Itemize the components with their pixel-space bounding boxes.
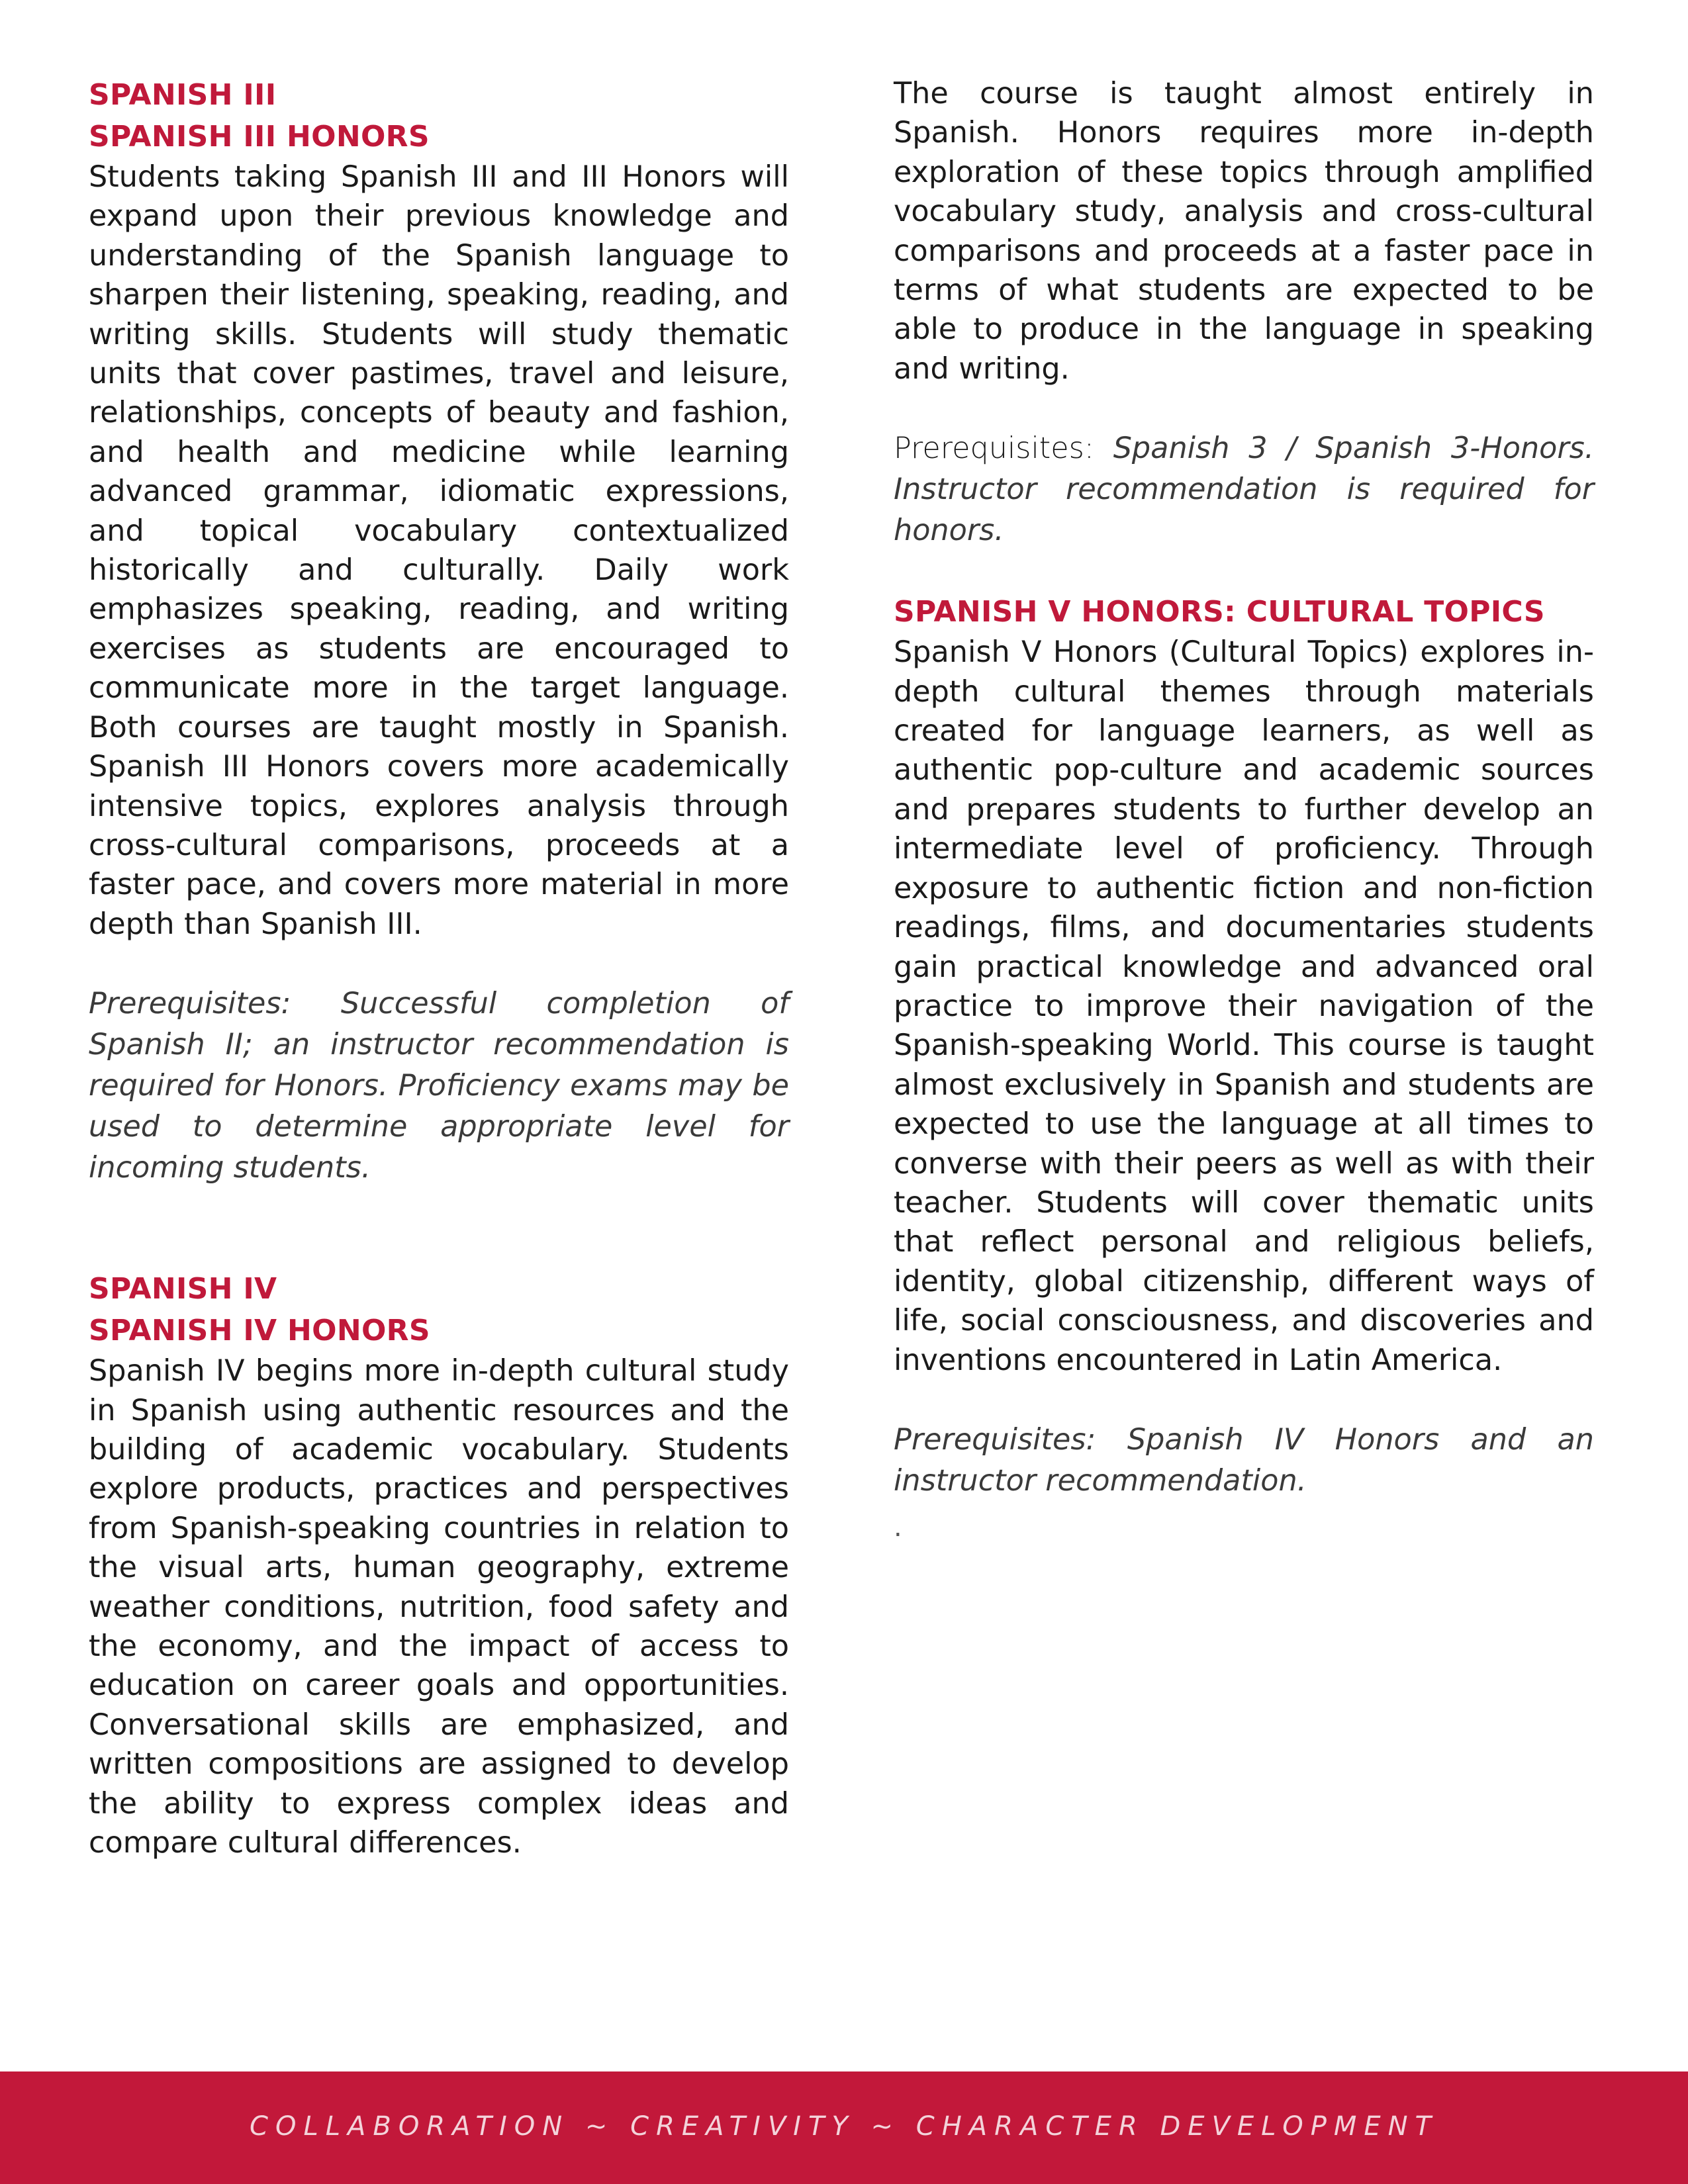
spanish-4-prerequisites-label: Prerequisites:: [894, 432, 1094, 466]
spanish-3-heading: SPANISH III: [89, 78, 277, 112]
spanish-3-section: [89, 74, 789, 1189]
spanish-3-prerequisites: Prerequisites: Successful completion of Spanish II; an instructor recommendation is required for Honors. Proficiency exams may be used to determine appropriate level for incoming students.: [89, 987, 789, 1185]
footer-motto: COLLABORATION ~ CREATIVITY ~ CHARACTER DEVELOPMENT: [250, 2111, 1438, 2142]
right-column: [894, 74, 1594, 1544]
spanish-4-prerequisites: [894, 428, 1594, 551]
spanish-4-heading: SPANISH IV: [89, 1272, 277, 1306]
spanish-5-heading: SPANISH V HONORS: CULTURAL TOPICS: [894, 595, 1545, 629]
spanish-4-section: [89, 1268, 789, 1862]
spanish-4-continued-section: [894, 74, 1594, 551]
spanish-5-section: [894, 591, 1594, 1544]
spanish-4-description: Spanish IV begins more in-depth cultural study in Spanish using authentic resources and the building of academic vocabulary. Students explore products, practices and perspectives from Spanish-speaking countries in relation to the visual arts, human geography, extreme weather conditions, nutrition, food safety and the economy, and the impact of access to education on career goals and opportunities. Conversational skills are emphasized, and written compositions are assigned to develop the ability to express complex ideas and compare cultural differences.: [89, 1354, 789, 1860]
trailing-mark: .: [894, 1512, 902, 1543]
spanish-5-description: Spanish V Honors (Cultural Topics) explores in-depth cultural themes through materials created for language learners, as well as authentic pop-culture and academic sources and prepares students to further develop an intermediate level of proficiency. Through exposure to authentic fiction and non-fiction readings, films, and documentaries students gain practical knowledge and advanced oral practice to improve their navigation of the Spanish-speaking World. This course is taught almost exclusively in Spanish and students are expected to use the language at all times to converse with their peers as well as with their teacher. Students will cover thematic units that reflect personal and religious beliefs, identity, global citizenship, different ways of life, social consciousness, and discoveries and inventions encountered in Latin America.: [894, 635, 1594, 1377]
spanish-3-description: Students taking Spanish III and III Honors will expand upon their previous knowledge and understanding of the Spanish language to sharpen their listening, speaking, reading, and writing skills. Students will study thematic units that cover pastimes, travel and leisure, relationships, concepts of beauty and fashion, and health and medicine while learning advanced grammar, idiomatic expressions, and topical vocabulary contextualized historically and culturally. Daily work emphasizes speaking, reading, and writing exercises as students are encouraged to communicate more in the target language. Both courses are taught mostly in Spanish. Spanish III Honors covers more academically intensive topics, explores analysis through cross-cultural comparisons, proceeds at a faster pace, and covers more material in more depth than Spanish III.: [89, 160, 789, 941]
spanish-3-honors-heading: SPANISH III HONORS: [89, 120, 430, 154]
spanish-5-prerequisites: Prerequisites: Spanish IV Honors and an instructor recommendation.: [894, 1422, 1594, 1498]
spanish-4-continued-description: The course is taught almost entirely in Spanish. Honors requires more in-depth exploration of these topics through amplified vocabulary study, analysis and cross-cultural comparisons and proceeds at a faster pace in terms of what students are expected to be able to produce in the language in speaking and writing.: [894, 77, 1594, 386]
spanish-4-prerequisites-text: Spanish 3 / Spanish 3-Honors. Instructor recommendation is required for honors.: [894, 432, 1594, 548]
spanish-4-honors-heading: SPANISH IV HONORS: [89, 1314, 430, 1348]
footer-band: [0, 2071, 1688, 2184]
left-column: [89, 74, 789, 1862]
